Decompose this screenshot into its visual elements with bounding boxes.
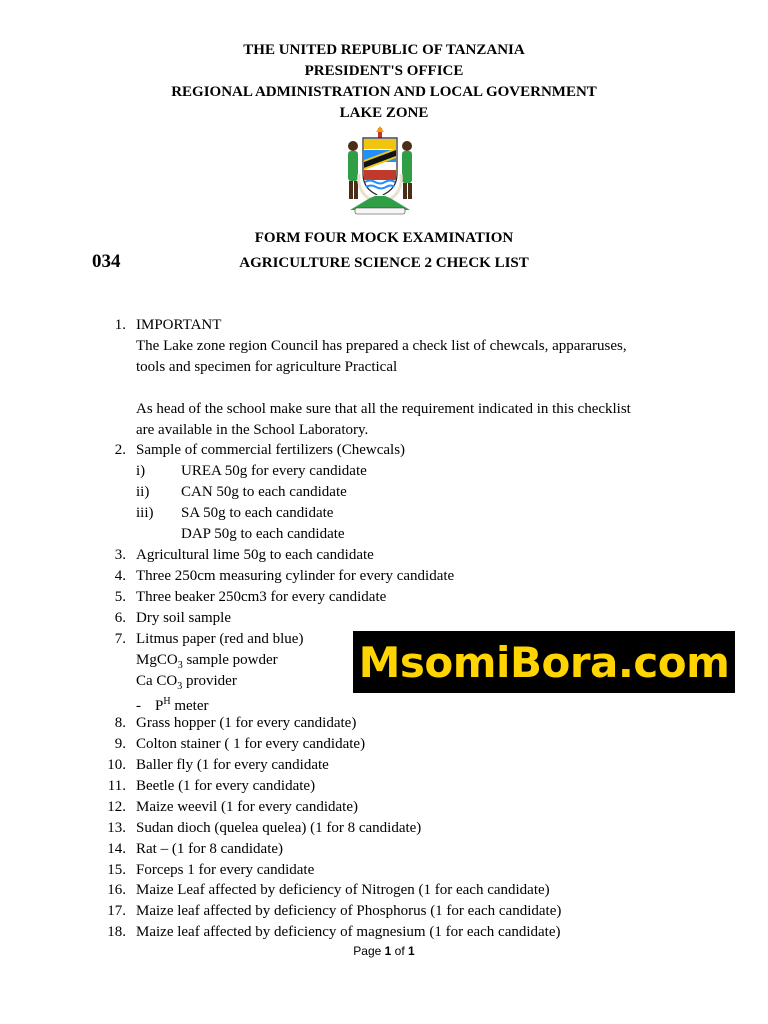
exam-title: FORM FOUR MOCK EXAMINATION xyxy=(254,230,514,246)
item-text: Maize Leaf affected by deficiency of Nitrogen (1 for each candidate) xyxy=(136,882,550,898)
item-text: Sample of commercial fertilizers (Chewcals) xyxy=(136,442,406,458)
watermark-banner xyxy=(353,631,735,693)
page-footer: Page 1 of 1 xyxy=(353,944,415,958)
item-number: 8. xyxy=(114,715,126,731)
item-number: 11. xyxy=(107,778,126,794)
item-number: 14. xyxy=(107,841,126,857)
item-number: 16. xyxy=(107,882,126,898)
item-text: Maize weevil (1 for every candidate) xyxy=(136,799,358,815)
item-text: Litmus paper (red and blue) xyxy=(136,631,304,647)
paper-code: 034 xyxy=(92,251,121,272)
item-text: Baller fly (1 for every candidate xyxy=(136,757,329,773)
item-text: Dry soil sample xyxy=(136,610,231,626)
item-paragraph-line: tools and specimen for agriculture Practical xyxy=(136,359,398,375)
item-number: 13. xyxy=(107,820,126,836)
item-number: 7. xyxy=(114,631,126,647)
item-paragraph-line: As head of the school make sure that all the requirement indicated in this checklist xyxy=(136,401,631,417)
header-country: THE UNITED REPUBLIC OF TANZANIA xyxy=(243,42,525,58)
paper-title: AGRICULTURE SCIENCE 2 CHECK LIST xyxy=(239,255,529,271)
caco3-line: Ca $CO_3$ provider xyxy=(136,673,237,692)
item-text: Maize leaf affected by deficiency of Phosphorus (1 for each candidate) xyxy=(136,903,562,919)
item-text: Beetle (1 for every candidate) xyxy=(136,778,316,794)
item-number: 17. xyxy=(107,903,126,919)
item-text: Three beaker 250cm3 for every candidate xyxy=(136,589,387,605)
item-text: Maize leaf affected by deficiency of magnesium (1 for each candidate) xyxy=(136,924,561,940)
item-paragraph-line: are available in the School Laboratory. xyxy=(136,422,369,438)
item-text: Grass hopper (1 for every candidate) xyxy=(136,715,357,731)
ph-meter-line: - $P^H$ meter xyxy=(136,696,209,714)
item-number: 15. xyxy=(107,862,126,878)
mgco3-line: MgCO$_3$ sample powder xyxy=(136,652,278,671)
item-number: 9. xyxy=(114,736,126,752)
tanzania-coat-of-arms-icon xyxy=(335,126,425,216)
item-number: 12. xyxy=(107,799,126,815)
item-number: 3. xyxy=(114,547,126,563)
item-text: Forceps 1 for every candidate xyxy=(136,862,315,878)
item-text: Three 250cm measuring cylinder for every candidate xyxy=(136,568,455,584)
item-text: Sudan dioch (quelea quelea) (1 for 8 candidate) xyxy=(136,820,422,836)
item-number: 18. xyxy=(107,924,126,940)
item-number: 5. xyxy=(114,589,126,605)
sub-item-label: ii) xyxy=(136,484,150,500)
sub-item-label: iii) xyxy=(136,505,154,521)
item-number: 1. xyxy=(114,317,126,333)
sub-item-text: SA 50g to each candidate xyxy=(181,505,334,521)
item-text: Colton stainer ( 1 for every candidate) xyxy=(136,736,366,752)
header-zone: LAKE ZONE xyxy=(339,105,429,121)
sub-item-text: UREA 50g for every candidate xyxy=(181,463,367,479)
item-text: Agricultural lime 50g to each candidate xyxy=(136,547,374,563)
item-number: 10. xyxy=(107,757,126,773)
sub-item-text: CAN 50g to each candidate xyxy=(181,484,347,500)
header-office: PRESIDENT'S OFFICE xyxy=(304,63,464,79)
header-ministry: REGIONAL ADMINISTRATION AND LOCAL GOVERNMENT xyxy=(171,84,597,100)
sub-item-label: i) xyxy=(136,463,146,479)
item-number: 4. xyxy=(114,568,126,584)
sub-item-text: DAP 50g to each candidate xyxy=(181,526,345,542)
watermark-text: MsomiBora.com xyxy=(358,637,730,687)
item-number: 6. xyxy=(114,610,126,626)
item-paragraph-line: The Lake zone region Council has prepared a check list of chewcals, appararuses, xyxy=(136,338,627,354)
item-number: 2. xyxy=(114,442,126,458)
item-heading: IMPORTANT xyxy=(136,317,222,333)
item-text: Rat – (1 for 8 candidate) xyxy=(136,841,284,857)
